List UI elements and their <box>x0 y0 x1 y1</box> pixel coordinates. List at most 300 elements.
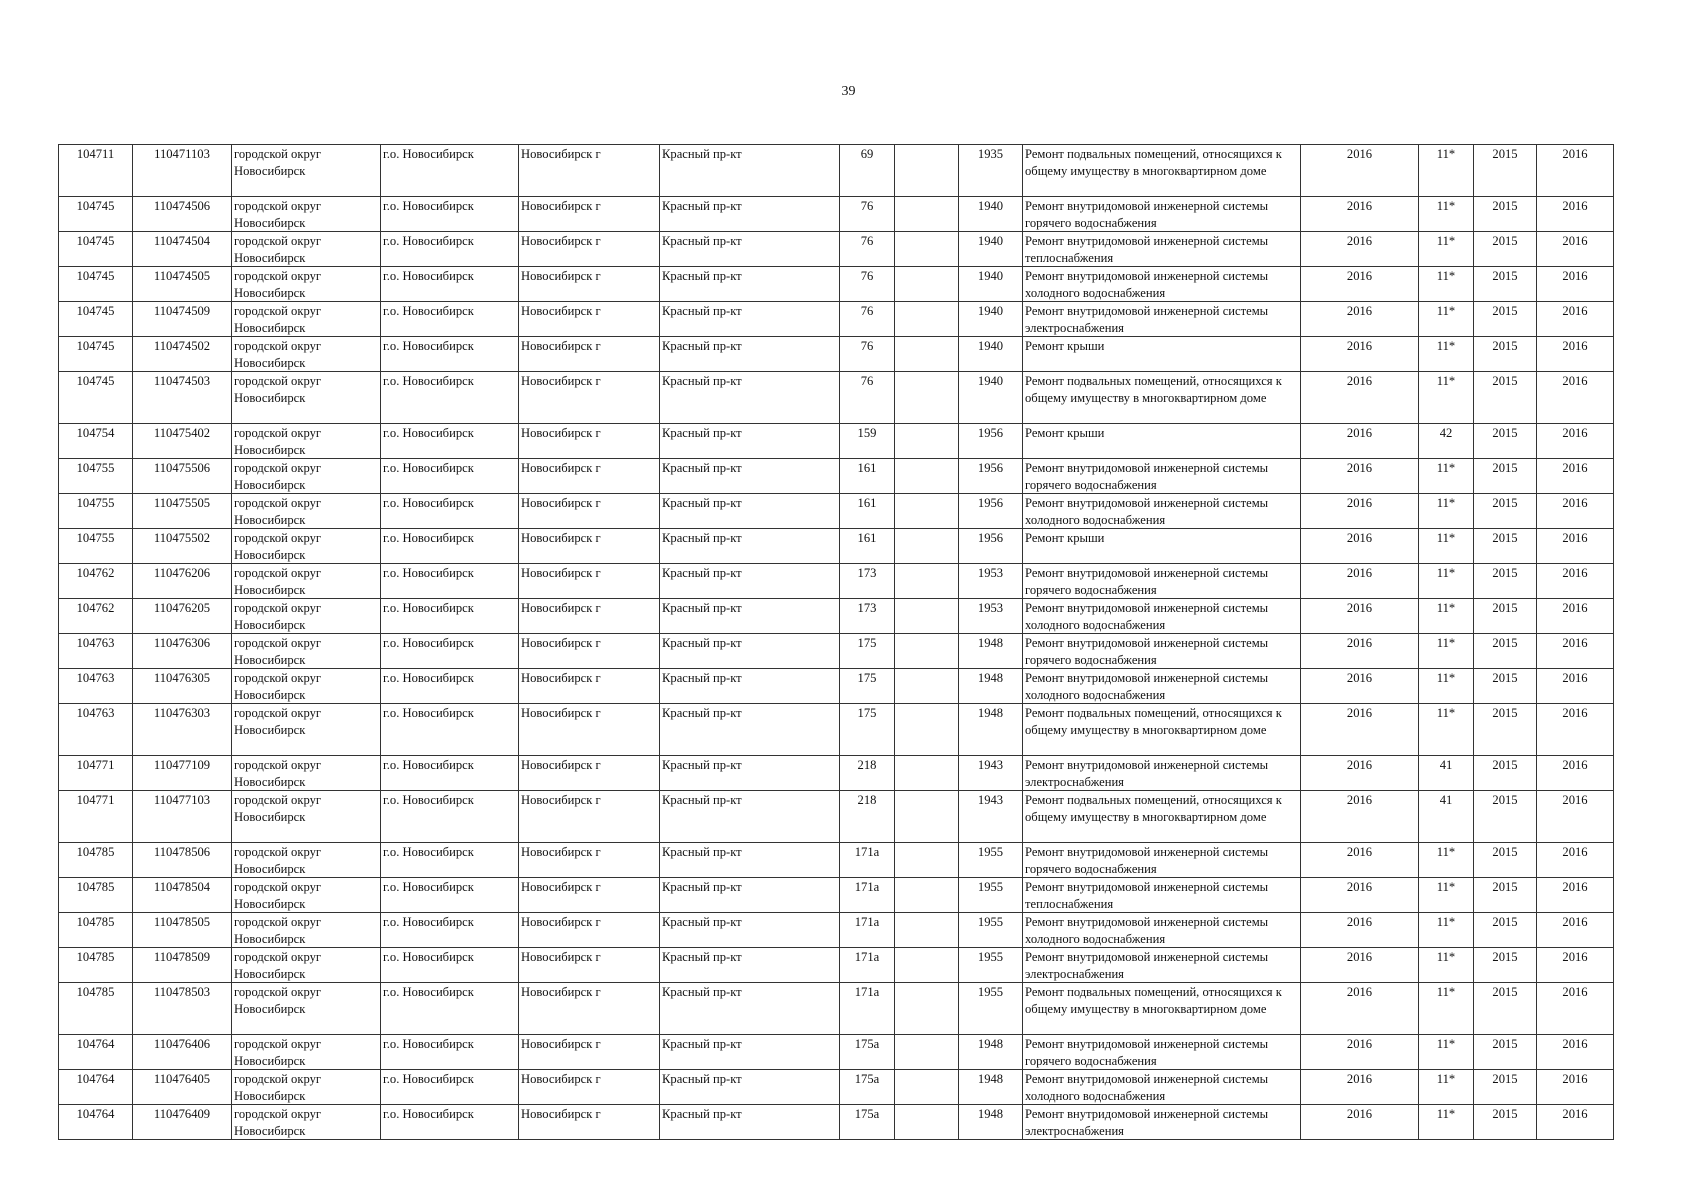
district-cell: г.о. Новосибирск <box>381 424 519 459</box>
work-type-cell: Ремонт подвальных помещений, относящихся к общему имуществу в многоквартирном доме <box>1023 791 1301 843</box>
end-year-cell: 2016 <box>1537 756 1614 791</box>
construction-year-cell: 1948 <box>959 704 1023 756</box>
district-cell: г.о. Новосибирск <box>381 1035 519 1070</box>
work-id-cell: 110475505 <box>133 494 232 529</box>
object-id-cell: 104755 <box>59 459 133 494</box>
start-year-cell: 2015 <box>1474 843 1537 878</box>
start-year-cell: 2015 <box>1474 704 1537 756</box>
end-year-cell: 2016 <box>1537 337 1614 372</box>
construction-year-cell: 1940 <box>959 337 1023 372</box>
code-cell: 11* <box>1419 878 1474 913</box>
municipality-cell: городской округ Новосибирск <box>232 424 381 459</box>
building-cell <box>895 529 959 564</box>
construction-year-cell: 1956 <box>959 459 1023 494</box>
house-number-cell: 159 <box>840 424 895 459</box>
street-cell: Красный пр-кт <box>660 529 840 564</box>
settlement-cell: Новосибирск г <box>519 529 660 564</box>
end-year-cell: 2016 <box>1537 232 1614 267</box>
code-cell: 11* <box>1419 843 1474 878</box>
settlement-cell: Новосибирск г <box>519 302 660 337</box>
code-cell: 11* <box>1419 494 1474 529</box>
plan-year-cell: 2016 <box>1301 704 1419 756</box>
plan-year-cell: 2016 <box>1301 564 1419 599</box>
start-year-cell: 2015 <box>1474 424 1537 459</box>
work-type-cell: Ремонт подвальных помещений, относящихся к общему имуществу в многоквартирном доме <box>1023 145 1301 197</box>
work-type-cell: Ремонт внутридомовой инженерной системы горячего водоснабжения <box>1023 564 1301 599</box>
street-cell: Красный пр-кт <box>660 843 840 878</box>
district-cell: г.о. Новосибирск <box>381 145 519 197</box>
code-cell: 11* <box>1419 913 1474 948</box>
settlement-cell: Новосибирск г <box>519 564 660 599</box>
table-row <box>59 791 1614 843</box>
building-cell <box>895 494 959 529</box>
start-year-cell: 2015 <box>1474 791 1537 843</box>
building-cell <box>895 669 959 704</box>
code-cell: 11* <box>1419 302 1474 337</box>
construction-year-cell: 1953 <box>959 599 1023 634</box>
table-row <box>59 756 1614 791</box>
plan-year-cell: 2016 <box>1301 372 1419 424</box>
end-year-cell: 2016 <box>1537 1105 1614 1140</box>
start-year-cell: 2015 <box>1474 913 1537 948</box>
municipality-cell: городской округ Новосибирск <box>232 337 381 372</box>
start-year-cell: 2015 <box>1474 756 1537 791</box>
house-number-cell: 175 <box>840 704 895 756</box>
end-year-cell: 2016 <box>1537 599 1614 634</box>
table-row <box>59 1070 1614 1105</box>
district-cell: г.о. Новосибирск <box>381 232 519 267</box>
end-year-cell: 2016 <box>1537 983 1614 1035</box>
district-cell: г.о. Новосибирск <box>381 843 519 878</box>
work-id-cell: 110476303 <box>133 704 232 756</box>
start-year-cell: 2015 <box>1474 878 1537 913</box>
end-year-cell: 2016 <box>1537 267 1614 302</box>
work-type-cell: Ремонт внутридомовой инженерной системы горячего водоснабжения <box>1023 459 1301 494</box>
street-cell: Красный пр-кт <box>660 1035 840 1070</box>
object-id-cell: 104785 <box>59 913 133 948</box>
end-year-cell: 2016 <box>1537 564 1614 599</box>
code-cell: 11* <box>1419 145 1474 197</box>
work-id-cell: 110474506 <box>133 197 232 232</box>
building-cell <box>895 302 959 337</box>
district-cell: г.о. Новосибирск <box>381 372 519 424</box>
object-id-cell: 104745 <box>59 302 133 337</box>
building-cell <box>895 1070 959 1105</box>
work-id-cell: 110474502 <box>133 337 232 372</box>
settlement-cell: Новосибирск г <box>519 267 660 302</box>
object-id-cell: 104745 <box>59 267 133 302</box>
table-row <box>59 267 1614 302</box>
district-cell: г.о. Новосибирск <box>381 1105 519 1140</box>
object-id-cell: 104785 <box>59 983 133 1035</box>
building-cell <box>895 878 959 913</box>
settlement-cell: Новосибирск г <box>519 372 660 424</box>
municipality-cell: городской округ Новосибирск <box>232 599 381 634</box>
district-cell: г.о. Новосибирск <box>381 756 519 791</box>
district-cell: г.о. Новосибирск <box>381 599 519 634</box>
work-id-cell: 110474504 <box>133 232 232 267</box>
construction-year-cell: 1955 <box>959 878 1023 913</box>
table-row <box>59 424 1614 459</box>
house-number-cell: 171а <box>840 983 895 1035</box>
work-id-cell: 110476409 <box>133 1105 232 1140</box>
building-cell <box>895 756 959 791</box>
table-row <box>59 529 1614 564</box>
construction-year-cell: 1948 <box>959 634 1023 669</box>
work-type-cell: Ремонт крыши <box>1023 424 1301 459</box>
work-type-cell: Ремонт крыши <box>1023 529 1301 564</box>
start-year-cell: 2015 <box>1474 669 1537 704</box>
work-type-cell: Ремонт внутридомовой инженерной системы электроснабжения <box>1023 948 1301 983</box>
work-type-cell: Ремонт подвальных помещений, относящихся к общему имуществу в многоквартирном доме <box>1023 372 1301 424</box>
code-cell: 11* <box>1419 1070 1474 1105</box>
building-cell <box>895 424 959 459</box>
municipality-cell: городской округ Новосибирск <box>232 372 381 424</box>
district-cell: г.о. Новосибирск <box>381 564 519 599</box>
object-id-cell: 104763 <box>59 704 133 756</box>
district-cell: г.о. Новосибирск <box>381 913 519 948</box>
object-id-cell: 104754 <box>59 424 133 459</box>
plan-year-cell: 2016 <box>1301 756 1419 791</box>
object-id-cell: 104764 <box>59 1105 133 1140</box>
code-cell: 11* <box>1419 1035 1474 1070</box>
house-number-cell: 76 <box>840 232 895 267</box>
house-number-cell: 171а <box>840 913 895 948</box>
district-cell: г.о. Новосибирск <box>381 459 519 494</box>
municipality-cell: городской округ Новосибирск <box>232 1035 381 1070</box>
end-year-cell: 2016 <box>1537 634 1614 669</box>
street-cell: Красный пр-кт <box>660 634 840 669</box>
construction-year-cell: 1943 <box>959 791 1023 843</box>
table-row <box>59 337 1614 372</box>
work-type-cell: Ремонт внутридомовой инженерной системы теплоснабжения <box>1023 878 1301 913</box>
end-year-cell: 2016 <box>1537 948 1614 983</box>
table-row <box>59 1035 1614 1070</box>
table-row <box>59 948 1614 983</box>
construction-year-cell: 1956 <box>959 424 1023 459</box>
work-type-cell: Ремонт внутридомовой инженерной системы холодного водоснабжения <box>1023 669 1301 704</box>
plan-year-cell: 2016 <box>1301 913 1419 948</box>
work-id-cell: 110478504 <box>133 878 232 913</box>
table-row <box>59 459 1614 494</box>
district-cell: г.о. Новосибирск <box>381 634 519 669</box>
construction-year-cell: 1948 <box>959 669 1023 704</box>
municipality-cell: городской округ Новосибирск <box>232 564 381 599</box>
work-type-cell: Ремонт внутридомовой инженерной системы электроснабжения <box>1023 302 1301 337</box>
street-cell: Красный пр-кт <box>660 337 840 372</box>
settlement-cell: Новосибирск г <box>519 878 660 913</box>
work-type-cell: Ремонт внутридомовой инженерной системы холодного водоснабжения <box>1023 494 1301 529</box>
street-cell: Красный пр-кт <box>660 302 840 337</box>
table-row <box>59 197 1614 232</box>
settlement-cell: Новосибирск г <box>519 756 660 791</box>
building-cell <box>895 564 959 599</box>
work-id-cell: 110476206 <box>133 564 232 599</box>
end-year-cell: 2016 <box>1537 459 1614 494</box>
plan-year-cell: 2016 <box>1301 983 1419 1035</box>
house-number-cell: 173 <box>840 564 895 599</box>
district-cell: г.о. Новосибирск <box>381 529 519 564</box>
street-cell: Красный пр-кт <box>660 232 840 267</box>
house-number-cell: 69 <box>840 145 895 197</box>
house-number-cell: 218 <box>840 756 895 791</box>
district-cell: г.о. Новосибирск <box>381 197 519 232</box>
building-cell <box>895 983 959 1035</box>
street-cell: Красный пр-кт <box>660 756 840 791</box>
house-number-cell: 175 <box>840 669 895 704</box>
construction-year-cell: 1935 <box>959 145 1023 197</box>
district-cell: г.о. Новосибирск <box>381 669 519 704</box>
district-cell: г.о. Новосибирск <box>381 1070 519 1105</box>
repair-schedule-table <box>58 144 1614 1140</box>
district-cell: г.о. Новосибирск <box>381 791 519 843</box>
building-cell <box>895 913 959 948</box>
settlement-cell: Новосибирск г <box>519 948 660 983</box>
code-cell: 11* <box>1419 669 1474 704</box>
table-body <box>59 145 1614 1140</box>
construction-year-cell: 1948 <box>959 1035 1023 1070</box>
plan-year-cell: 2016 <box>1301 424 1419 459</box>
district-cell: г.о. Новосибирск <box>381 948 519 983</box>
table-row <box>59 913 1614 948</box>
building-cell <box>895 267 959 302</box>
work-id-cell: 110478503 <box>133 983 232 1035</box>
table-row <box>59 983 1614 1035</box>
settlement-cell: Новосибирск г <box>519 1035 660 1070</box>
settlement-cell: Новосибирск г <box>519 1105 660 1140</box>
street-cell: Красный пр-кт <box>660 599 840 634</box>
table-row <box>59 302 1614 337</box>
municipality-cell: городской округ Новосибирск <box>232 1105 381 1140</box>
work-type-cell: Ремонт внутридомовой инженерной системы теплоснабжения <box>1023 232 1301 267</box>
work-id-cell: 110477109 <box>133 756 232 791</box>
code-cell: 41 <box>1419 791 1474 843</box>
code-cell: 11* <box>1419 337 1474 372</box>
street-cell: Красный пр-кт <box>660 948 840 983</box>
district-cell: г.о. Новосибирск <box>381 267 519 302</box>
building-cell <box>895 843 959 878</box>
end-year-cell: 2016 <box>1537 302 1614 337</box>
work-id-cell: 110474503 <box>133 372 232 424</box>
end-year-cell: 2016 <box>1537 878 1614 913</box>
settlement-cell: Новосибирск г <box>519 232 660 267</box>
start-year-cell: 2015 <box>1474 564 1537 599</box>
house-number-cell: 171а <box>840 878 895 913</box>
district-cell: г.о. Новосибирск <box>381 704 519 756</box>
house-number-cell: 76 <box>840 372 895 424</box>
construction-year-cell: 1940 <box>959 197 1023 232</box>
house-number-cell: 76 <box>840 302 895 337</box>
object-id-cell: 104764 <box>59 1070 133 1105</box>
plan-year-cell: 2016 <box>1301 634 1419 669</box>
settlement-cell: Новосибирск г <box>519 791 660 843</box>
work-type-cell: Ремонт внутридомовой инженерной системы холодного водоснабжения <box>1023 599 1301 634</box>
work-type-cell: Ремонт внутридомовой инженерной системы горячего водоснабжения <box>1023 197 1301 232</box>
building-cell <box>895 948 959 983</box>
street-cell: Красный пр-кт <box>660 494 840 529</box>
work-type-cell: Ремонт внутридомовой инженерной системы холодного водоснабжения <box>1023 267 1301 302</box>
street-cell: Красный пр-кт <box>660 145 840 197</box>
street-cell: Красный пр-кт <box>660 267 840 302</box>
start-year-cell: 2015 <box>1474 529 1537 564</box>
work-id-cell: 110476306 <box>133 634 232 669</box>
code-cell: 11* <box>1419 564 1474 599</box>
object-id-cell: 104745 <box>59 372 133 424</box>
house-number-cell: 175а <box>840 1105 895 1140</box>
code-cell: 11* <box>1419 197 1474 232</box>
building-cell <box>895 145 959 197</box>
end-year-cell: 2016 <box>1537 843 1614 878</box>
house-number-cell: 175а <box>840 1070 895 1105</box>
code-cell: 11* <box>1419 459 1474 494</box>
house-number-cell: 218 <box>840 791 895 843</box>
street-cell: Красный пр-кт <box>660 1105 840 1140</box>
end-year-cell: 2016 <box>1537 424 1614 459</box>
construction-year-cell: 1956 <box>959 529 1023 564</box>
street-cell: Красный пр-кт <box>660 983 840 1035</box>
work-id-cell: 110475402 <box>133 424 232 459</box>
work-id-cell: 110471103 <box>133 145 232 197</box>
object-id-cell: 104762 <box>59 564 133 599</box>
page-number: 39 <box>841 84 856 99</box>
work-type-cell: Ремонт внутридомовой инженерной системы электроснабжения <box>1023 1105 1301 1140</box>
municipality-cell: городской округ Новосибирск <box>232 1070 381 1105</box>
street-cell: Красный пр-кт <box>660 424 840 459</box>
house-number-cell: 161 <box>840 529 895 564</box>
building-cell <box>895 1035 959 1070</box>
plan-year-cell: 2016 <box>1301 145 1419 197</box>
plan-year-cell: 2016 <box>1301 529 1419 564</box>
settlement-cell: Новосибирск г <box>519 599 660 634</box>
table-row <box>59 634 1614 669</box>
plan-year-cell: 2016 <box>1301 459 1419 494</box>
end-year-cell: 2016 <box>1537 145 1614 197</box>
street-cell: Красный пр-кт <box>660 913 840 948</box>
table-row <box>59 843 1614 878</box>
settlement-cell: Новосибирск г <box>519 913 660 948</box>
construction-year-cell: 1953 <box>959 564 1023 599</box>
object-id-cell: 104745 <box>59 232 133 267</box>
start-year-cell: 2015 <box>1474 634 1537 669</box>
start-year-cell: 2015 <box>1474 459 1537 494</box>
object-id-cell: 104771 <box>59 756 133 791</box>
plan-year-cell: 2016 <box>1301 1105 1419 1140</box>
start-year-cell: 2015 <box>1474 1105 1537 1140</box>
house-number-cell: 171а <box>840 948 895 983</box>
building-cell <box>895 791 959 843</box>
work-id-cell: 110478505 <box>133 913 232 948</box>
code-cell: 11* <box>1419 529 1474 564</box>
municipality-cell: городской округ Новосибирск <box>232 878 381 913</box>
building-cell <box>895 232 959 267</box>
construction-year-cell: 1955 <box>959 948 1023 983</box>
work-id-cell: 110478506 <box>133 843 232 878</box>
municipality-cell: городской округ Новосибирск <box>232 983 381 1035</box>
building-cell <box>895 337 959 372</box>
municipality-cell: городской округ Новосибирск <box>232 704 381 756</box>
construction-year-cell: 1948 <box>959 1105 1023 1140</box>
work-type-cell: Ремонт крыши <box>1023 337 1301 372</box>
object-id-cell: 104763 <box>59 634 133 669</box>
house-number-cell: 76 <box>840 337 895 372</box>
code-cell: 11* <box>1419 634 1474 669</box>
code-cell: 42 <box>1419 424 1474 459</box>
start-year-cell: 2015 <box>1474 232 1537 267</box>
municipality-cell: городской округ Новосибирск <box>232 459 381 494</box>
settlement-cell: Новосибирск г <box>519 424 660 459</box>
end-year-cell: 2016 <box>1537 704 1614 756</box>
district-cell: г.о. Новосибирск <box>381 302 519 337</box>
code-cell: 11* <box>1419 267 1474 302</box>
plan-year-cell: 2016 <box>1301 267 1419 302</box>
municipality-cell: городской округ Новосибирск <box>232 843 381 878</box>
work-type-cell: Ремонт подвальных помещений, относящихся к общему имуществу в многоквартирном доме <box>1023 704 1301 756</box>
settlement-cell: Новосибирск г <box>519 337 660 372</box>
construction-year-cell: 1956 <box>959 494 1023 529</box>
work-type-cell: Ремонт внутридомовой инженерной системы горячего водоснабжения <box>1023 634 1301 669</box>
table-row <box>59 564 1614 599</box>
street-cell: Красный пр-кт <box>660 197 840 232</box>
house-number-cell: 161 <box>840 459 895 494</box>
municipality-cell: городской округ Новосибирск <box>232 948 381 983</box>
start-year-cell: 2015 <box>1474 599 1537 634</box>
work-type-cell: Ремонт внутридомовой инженерной системы горячего водоснабжения <box>1023 843 1301 878</box>
object-id-cell: 104785 <box>59 843 133 878</box>
work-type-cell: Ремонт внутридомовой инженерной системы холодного водоснабжения <box>1023 1070 1301 1105</box>
construction-year-cell: 1948 <box>959 1070 1023 1105</box>
plan-year-cell: 2016 <box>1301 843 1419 878</box>
municipality-cell: городской округ Новосибирск <box>232 529 381 564</box>
end-year-cell: 2016 <box>1537 1070 1614 1105</box>
work-type-cell: Ремонт внутридомовой инженерной системы горячего водоснабжения <box>1023 1035 1301 1070</box>
settlement-cell: Новосибирск г <box>519 704 660 756</box>
work-id-cell: 110475506 <box>133 459 232 494</box>
code-cell: 11* <box>1419 599 1474 634</box>
street-cell: Красный пр-кт <box>660 791 840 843</box>
building-cell <box>895 372 959 424</box>
construction-year-cell: 1955 <box>959 983 1023 1035</box>
plan-year-cell: 2016 <box>1301 494 1419 529</box>
municipality-cell: городской округ Новосибирск <box>232 302 381 337</box>
object-id-cell: 104745 <box>59 197 133 232</box>
work-id-cell: 110474509 <box>133 302 232 337</box>
code-cell: 11* <box>1419 948 1474 983</box>
end-year-cell: 2016 <box>1537 372 1614 424</box>
street-cell: Красный пр-кт <box>660 878 840 913</box>
house-number-cell: 173 <box>840 599 895 634</box>
settlement-cell: Новосибирск г <box>519 459 660 494</box>
start-year-cell: 2015 <box>1474 983 1537 1035</box>
table-row <box>59 372 1614 424</box>
object-id-cell: 104785 <box>59 878 133 913</box>
work-id-cell: 110475502 <box>133 529 232 564</box>
start-year-cell: 2015 <box>1474 1070 1537 1105</box>
work-id-cell: 110476406 <box>133 1035 232 1070</box>
work-id-cell: 110476205 <box>133 599 232 634</box>
municipality-cell: городской округ Новосибирск <box>232 669 381 704</box>
end-year-cell: 2016 <box>1537 494 1614 529</box>
construction-year-cell: 1940 <box>959 232 1023 267</box>
code-cell: 41 <box>1419 756 1474 791</box>
object-id-cell: 104755 <box>59 494 133 529</box>
district-cell: г.о. Новосибирск <box>381 983 519 1035</box>
code-cell: 11* <box>1419 1105 1474 1140</box>
object-id-cell: 104762 <box>59 599 133 634</box>
house-number-cell: 161 <box>840 494 895 529</box>
municipality-cell: городской округ Новосибирск <box>232 197 381 232</box>
street-cell: Красный пр-кт <box>660 1070 840 1105</box>
building-cell <box>895 1105 959 1140</box>
